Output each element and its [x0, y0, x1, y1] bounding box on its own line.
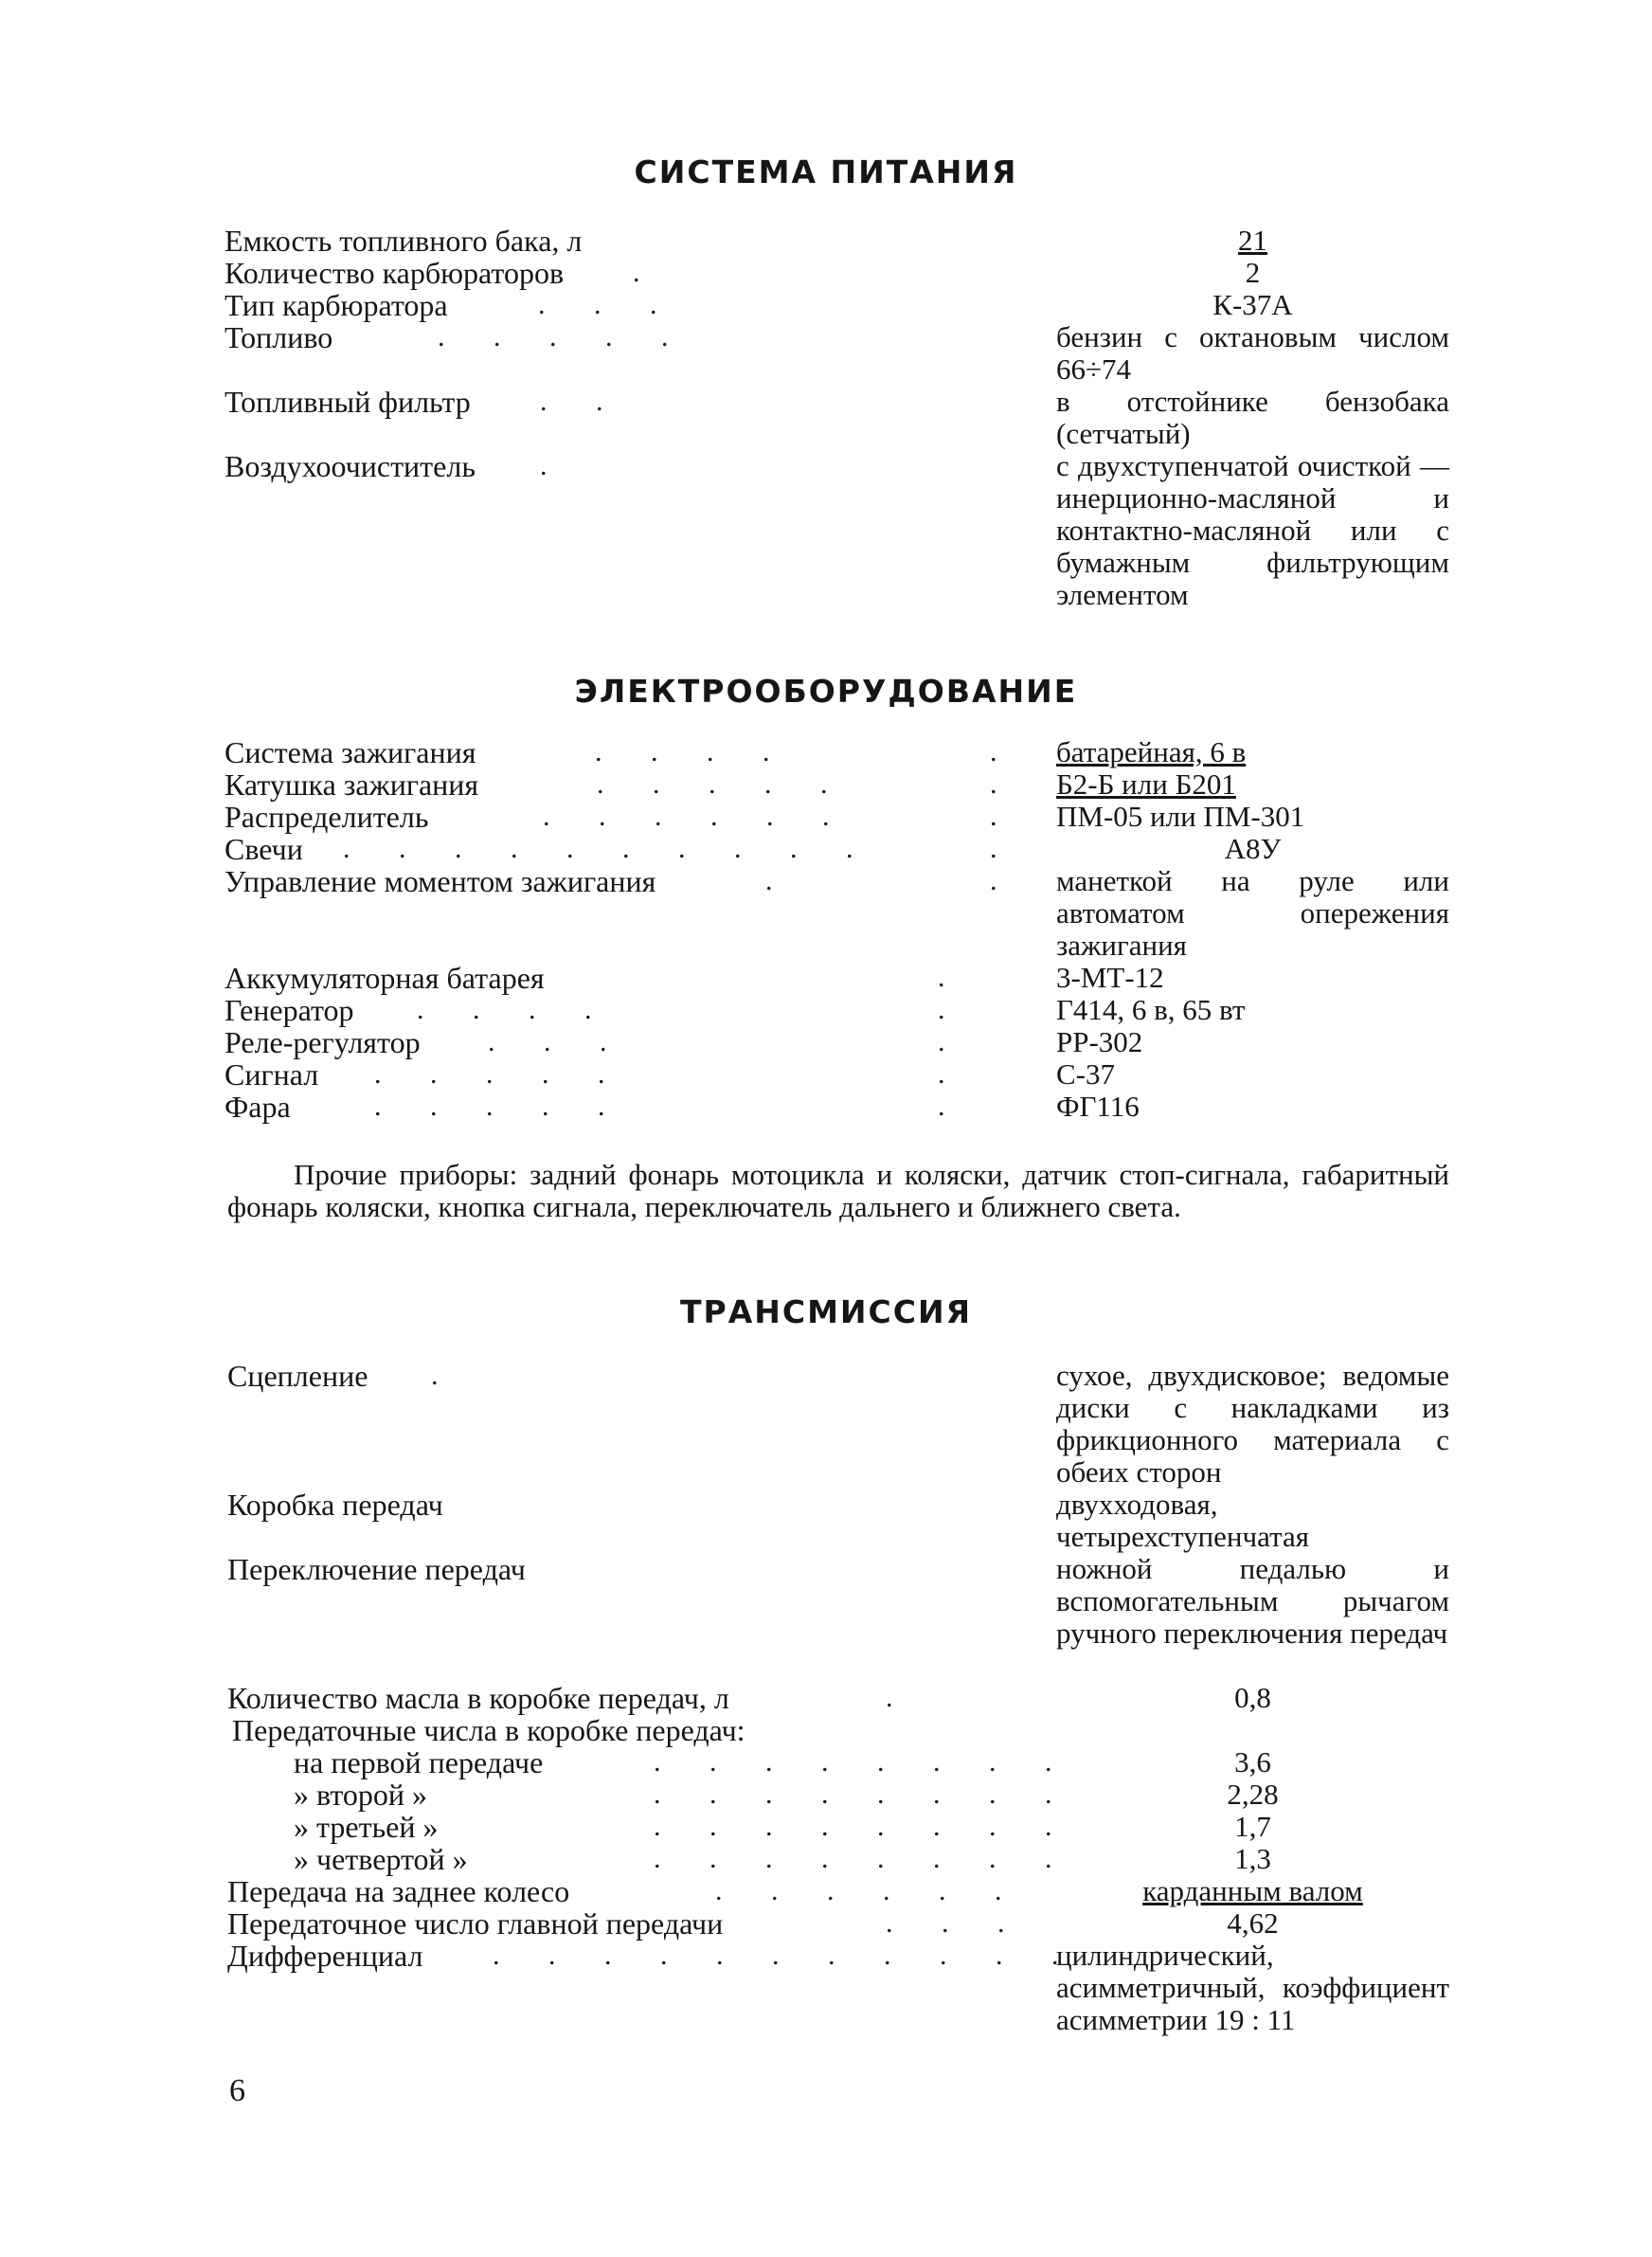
spec-row	[0, 1746, 1652, 1779]
spec-label: Сигнал	[224, 1057, 319, 1092]
spec-row	[0, 1359, 1652, 1489]
leader-dots: .	[990, 865, 1018, 896]
spec-row	[0, 1552, 1652, 1650]
leader-dots: .	[990, 833, 1018, 864]
spec-value: карданным валом	[1142, 1874, 1363, 1907]
leader-dots: . . . . . . . .	[654, 1811, 1073, 1842]
spec-value: ПМ-05 или ПМ-301	[1056, 800, 1305, 833]
spec-row	[0, 1811, 1652, 1843]
leader-dots: . . . . . . . .	[654, 1779, 1073, 1810]
spec-value: А8У	[1224, 832, 1282, 865]
spec-value: батарейная, 6 в	[1056, 735, 1247, 768]
leader-dots: .	[431, 1360, 459, 1391]
leader-dots: .	[938, 994, 966, 1025]
spec-value: с двухступенчатой очисткой — инерционно-масляной и контактно-масляной или с бумажным фильтрующим элементом	[1056, 449, 1449, 611]
spec-row	[0, 1779, 1652, 1811]
spec-label: Управление моментом зажигания	[224, 864, 656, 898]
spec-value: 1,3	[1234, 1842, 1271, 1875]
spec-row	[0, 864, 1652, 962]
leader-dots: . . . . . . . . . . .	[493, 1940, 1080, 1971]
leader-dots: . . . . . . . . . .	[343, 833, 874, 864]
spec-value: ФГ116	[1056, 1090, 1140, 1123]
spec-label: Система зажигания	[224, 735, 476, 769]
spec-label: Топливный фильтр	[224, 385, 471, 419]
spec-row	[0, 768, 1652, 801]
spec-label: Распределитель	[224, 800, 429, 834]
leader-dots: . . . . . .	[543, 801, 851, 832]
leader-dots: . . . .	[595, 736, 791, 767]
leader-dots: . . . . .	[438, 321, 690, 352]
leader-dots: . . .	[538, 289, 678, 320]
spec-row	[0, 257, 1652, 289]
leader-dots: . .	[540, 386, 624, 417]
leader-dots: . . . . . . . .	[654, 1843, 1073, 1874]
spec-value: 0,8	[1234, 1681, 1271, 1714]
section-title-fuel: СИСТЕМА ПИТАНИЯ	[634, 153, 1018, 190]
leader-dots: . . . . .	[597, 768, 849, 800]
spec-label: Передаточное число главной передачи	[227, 1906, 724, 1941]
spec-label: Топливо	[224, 320, 333, 354]
leader-dots: .	[990, 801, 1018, 832]
spec-row	[0, 1907, 1652, 1940]
spec-value: 21	[1238, 224, 1267, 257]
spec-value: 3,6	[1234, 1745, 1271, 1779]
leader-dots: . . . . . .	[715, 1875, 1023, 1906]
spec-label: Емкость топливного бака, л	[224, 224, 583, 258]
spec-value: 4,62	[1227, 1906, 1279, 1940]
spec-row	[0, 385, 1652, 450]
spec-label: Генератор	[224, 993, 354, 1027]
section-title-transmission: ТРАНСМИССИЯ	[680, 1293, 972, 1330]
spec-row	[0, 1843, 1652, 1875]
spec-value: 2,28	[1227, 1778, 1279, 1811]
spec-label: » четвертой »	[294, 1842, 468, 1876]
spec-value: цилиндрический, асимметричный, коэффициент асимметрии 19 : 11	[1056, 1939, 1449, 2036]
spec-label: Передаточные числа в коробке передач:	[232, 1713, 745, 1747]
spec-row	[0, 736, 1652, 768]
spec-label: Количество масла в коробке передач, л	[227, 1681, 729, 1715]
spec-label: Тип карбюратора	[224, 288, 448, 322]
spec-row	[0, 449, 1652, 611]
spec-value: манеткой на руле или автоматом опережения зажигания	[1056, 864, 1449, 962]
spec-row	[0, 833, 1652, 865]
spec-row	[0, 1714, 1652, 1746]
spec-value: в отстойнике бензобака (сетчатый)	[1056, 385, 1449, 450]
leader-dots: . . . . .	[374, 1058, 626, 1090]
spec-label: Фара	[224, 1090, 291, 1124]
leader-dots: .	[633, 257, 661, 288]
spec-label: Количество карбюраторов	[224, 256, 565, 290]
spec-value: РР-302	[1056, 1025, 1143, 1058]
spec-label: Сцепление	[227, 1359, 368, 1393]
spec-label: на первой передаче	[294, 1745, 544, 1779]
spec-label: Воздухоочиститель	[224, 449, 476, 483]
section-title-electrical: ЭЛЕКТРООБОРУДОВАНИЕ	[574, 673, 1078, 710]
leader-dots: .	[938, 1026, 966, 1057]
spec-value: С-37	[1056, 1057, 1115, 1091]
leader-dots: .	[765, 865, 794, 896]
spec-value: бензин с октановым числом 66÷74	[1056, 320, 1449, 386]
leader-dots: .	[886, 1682, 914, 1713]
leader-dots: . . .	[488, 1026, 628, 1057]
other-devices-paragraph: Прочие приборы: задний фонарь мотоцикла и коляски, датчик стоп-сигнала, габаритный фонарь коляски, кнопка сигнала, переключатель дальнего и ближнего света.	[227, 1158, 1449, 1223]
spec-row	[0, 225, 1652, 257]
spec-value: сухое, двухдисковое; ведомые диски с накладками из фрикционного материала с обеих сторон	[1056, 1359, 1449, 1489]
spec-row	[0, 289, 1652, 321]
spec-value: Г414, 6 в, 65 вт	[1056, 993, 1246, 1026]
leader-dots: .	[990, 736, 1018, 767]
spec-value: К-37А	[1212, 288, 1293, 321]
spec-row	[0, 1875, 1652, 1907]
spec-label: Коробка передач	[227, 1488, 443, 1522]
spec-row	[0, 1026, 1652, 1058]
spec-label: Катушка зажигания	[224, 767, 479, 802]
spec-label: Переключение передач	[227, 1552, 526, 1586]
spec-label: Реле-регулятор	[224, 1025, 421, 1059]
spec-row	[0, 994, 1652, 1026]
leader-dots: .	[938, 1058, 966, 1090]
spec-label: Аккумуляторная батарея	[224, 961, 545, 995]
leader-dots: . . . .	[417, 994, 613, 1025]
spec-row	[0, 1682, 1652, 1714]
spec-value: 3-МТ-12	[1056, 961, 1164, 994]
spec-value: 1,7	[1234, 1810, 1271, 1843]
spec-row	[0, 320, 1652, 386]
spec-value: 2	[1245, 256, 1261, 289]
spec-row	[0, 801, 1652, 833]
spec-value: двухходовая, четырехступенчатая	[1056, 1488, 1310, 1553]
spec-row	[0, 1488, 1652, 1553]
spec-label: Свечи	[224, 832, 303, 866]
spec-row	[0, 1939, 1652, 2036]
leader-dots: .	[938, 1091, 966, 1122]
spec-label: Передача на заднее колесо	[227, 1874, 570, 1908]
spec-label: » второй »	[294, 1778, 427, 1812]
leader-dots: . . .	[886, 1907, 1026, 1939]
spec-label: Дифференциал	[227, 1939, 423, 1973]
page-number: 6	[229, 2073, 245, 2108]
spec-value: Б2-Б или Б201	[1056, 767, 1236, 801]
spec-row	[0, 1058, 1652, 1091]
spec-row	[0, 1091, 1652, 1123]
leader-dots: .	[540, 450, 568, 481]
spec-value: ножной педалью и вспомогательным рычагом ручного переключения передач	[1056, 1552, 1449, 1650]
leader-dots: .	[938, 962, 966, 993]
leader-dots: . . . . .	[374, 1091, 626, 1122]
leader-dots: . . . . . . . .	[654, 1746, 1073, 1778]
spec-row	[0, 962, 1652, 994]
leader-dots: .	[990, 768, 1018, 800]
spec-label: » третьей »	[294, 1810, 439, 1844]
